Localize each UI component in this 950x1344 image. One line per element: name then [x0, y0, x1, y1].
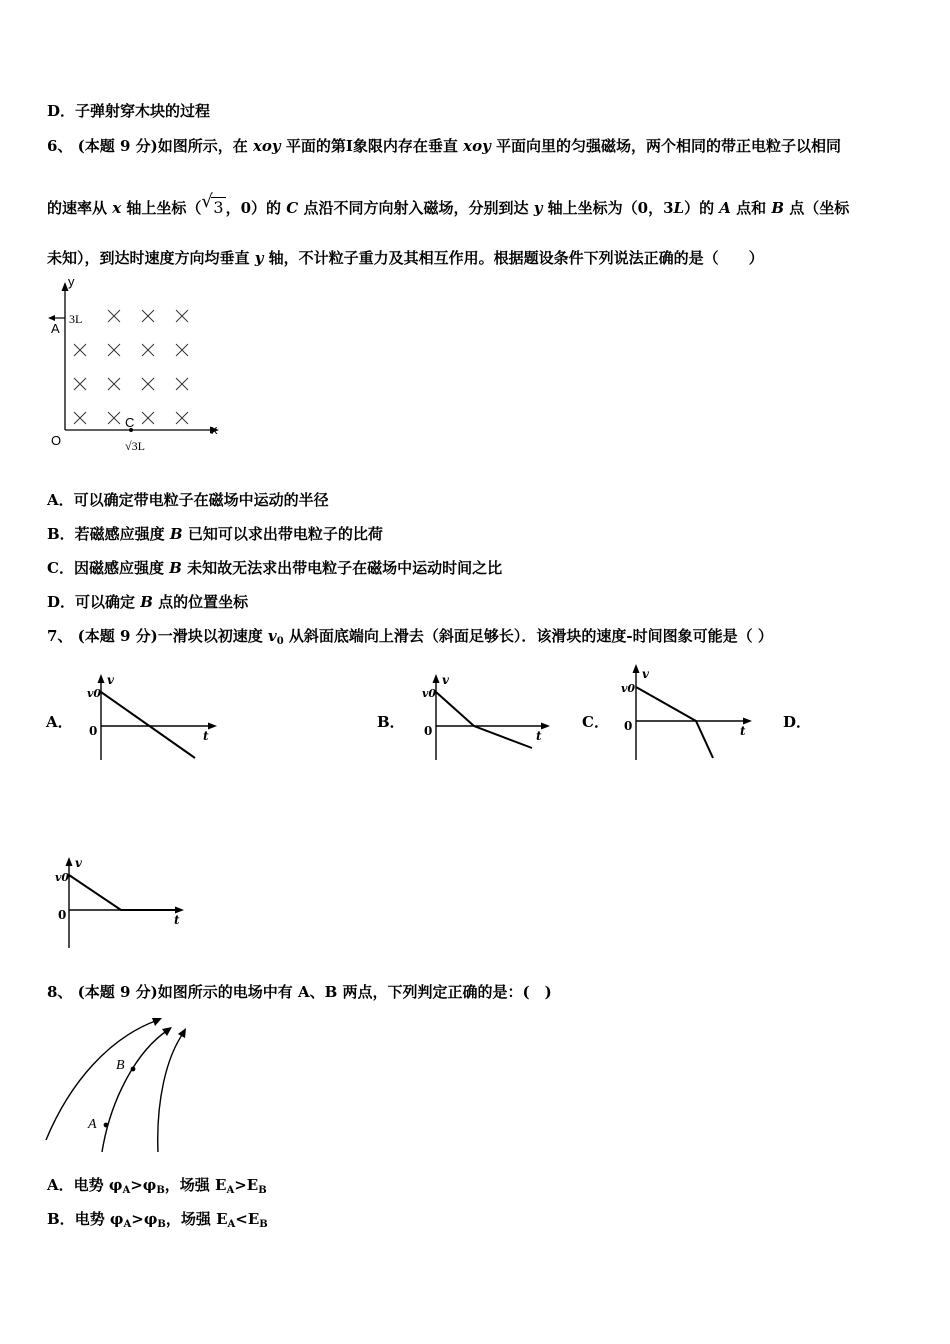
q8-score: (本题 9 分)	[77, 983, 158, 1001]
sqrt3-radicand: 3	[213, 198, 224, 217]
q6-var-b: B	[771, 199, 785, 217]
v0-label: v0	[422, 687, 437, 700]
q6-var-xoy: xoy	[252, 137, 281, 155]
option-text: <E	[235, 1210, 260, 1228]
v-axis-label: v	[75, 856, 82, 870]
option-text: 电势 φ	[74, 1210, 124, 1228]
q6-text: ，0）的	[225, 199, 287, 217]
q8-option-b	[47, 1209, 268, 1235]
q6-text: 的速率从	[47, 199, 113, 217]
zero-label: 0	[58, 908, 67, 922]
q6-var-y: y	[533, 199, 543, 217]
v0-label: v0	[55, 871, 70, 884]
v-axis-label: v	[107, 673, 114, 687]
sqrt3l-label: √3L	[125, 439, 145, 453]
q7-option-b-label: B．	[377, 713, 405, 731]
subscript: B	[259, 1219, 268, 1230]
option-label: A．	[47, 1176, 74, 1194]
q6-magnetic-field-figure	[45, 274, 225, 455]
q7-option-c-label: C．	[582, 713, 609, 731]
q6-number: 6、	[47, 137, 73, 155]
q6-stem-line2	[47, 191, 850, 218]
q7-option-d-label: D．	[783, 713, 812, 731]
y-axis-label: y	[68, 274, 75, 289]
subscript: A	[122, 1185, 131, 1196]
q7-number: 7、	[47, 627, 73, 645]
q6-text: 未知），到达时速度方向均垂直	[47, 249, 255, 267]
q6-text: 轴，不计粒子重力及其相互作用。根据题设条件下列说法正确的是（ ）	[263, 249, 764, 267]
v-axis-label: v	[642, 667, 649, 681]
point-c-label: C	[125, 415, 135, 430]
q7-graph-c	[620, 660, 760, 765]
q7-score: (本题 9 分)	[77, 627, 158, 645]
var-b: B	[169, 559, 182, 577]
zero-label: 0	[424, 724, 433, 738]
q8-text: 如图所示的电场中有 A、B 两点，下列判定正确的是：( )	[157, 983, 552, 1001]
subscript: A	[226, 1185, 235, 1196]
point-a-label: A	[88, 1117, 97, 1132]
q6-option-a: A．可以确定带电粒子在磁场中运动的半径	[47, 491, 329, 509]
x-axis-label: x	[211, 422, 218, 437]
point-a-label: A	[51, 321, 60, 336]
q6-option-c	[47, 558, 502, 578]
q7-graph-d	[52, 853, 192, 953]
q7-graph-a	[85, 670, 225, 765]
var-b: B	[169, 525, 183, 543]
q7-text: 一滑块以初速度	[157, 627, 268, 645]
option-text: >φ	[131, 1210, 158, 1228]
q7-v0-subscript: 0	[276, 636, 284, 647]
option-label: B．	[47, 1210, 75, 1228]
option-text: B．若磁感应强度	[47, 525, 170, 543]
v-axis-label: v	[442, 673, 449, 687]
q7-graph-b	[420, 670, 560, 765]
q6-var-xoy: xoy	[463, 137, 491, 155]
option-text: 未知故无法求出带电粒子在磁场中运动时间之比	[181, 559, 503, 577]
v0-label: v0	[621, 682, 636, 695]
q6-text: 点沿不同方向射入磁场，分别到达	[298, 199, 534, 217]
t-axis-label: t	[536, 729, 542, 743]
subscript: B	[157, 1219, 166, 1230]
option-text: 已知可以求出带电粒子的比荷	[182, 525, 383, 543]
option-text: D．可以确定	[47, 593, 141, 611]
q6-text: 点（坐标	[784, 199, 850, 217]
option-text: 电势 φ	[73, 1176, 123, 1194]
subscript: B	[258, 1185, 267, 1196]
option-text: C．因磁感应强度	[47, 559, 170, 577]
v0-label: v0	[87, 687, 102, 700]
q6-text: 如图所示，在	[157, 137, 253, 155]
q5-option-d: D．子弹射穿木块的过程	[47, 102, 211, 120]
q6-stem-line1	[47, 136, 841, 156]
q6-var-x: x	[112, 199, 122, 217]
option-text: ，场强 E	[165, 1210, 228, 1228]
q7-stem	[47, 626, 773, 652]
q8-option-a	[47, 1175, 267, 1201]
q6-option-b	[47, 524, 383, 544]
q6-var-y: y	[254, 249, 264, 267]
q6-text: 轴上坐标（	[121, 199, 202, 217]
q6-text: 点和	[730, 199, 772, 217]
q6-text: 轴上坐标为（0，3	[542, 199, 674, 217]
subscript: A	[123, 1219, 132, 1230]
q6-var-a: A	[719, 199, 731, 217]
q7-text: 从斜面底端向上滑去（斜面足够长）．该滑块的速度-时间图象可能是（ ）	[283, 627, 773, 645]
q6-var-l: L	[673, 199, 685, 217]
q6-var-c: C	[286, 199, 299, 217]
subscript: B	[156, 1185, 165, 1196]
origin-label: O	[51, 433, 62, 448]
subscript: A	[227, 1219, 236, 1230]
q8-number: 8、	[47, 983, 73, 1001]
q7-option-a-label: A．	[46, 713, 73, 731]
option-text: ，场强 E	[164, 1176, 227, 1194]
zero-label: 0	[89, 724, 98, 738]
q6-text: ）的	[684, 199, 720, 217]
option-text: >φ	[130, 1176, 157, 1194]
t-axis-label: t	[174, 913, 180, 927]
q8-stem	[47, 982, 552, 1002]
var-b: B	[140, 593, 153, 611]
option-text: 点的位置坐标	[152, 593, 249, 611]
q8-electric-field-figure	[40, 1012, 200, 1157]
q6-text: 平面的第Ⅰ象限内存在垂直	[280, 137, 464, 155]
q6-stem-line3	[47, 248, 764, 268]
three-l-label: 3L	[69, 312, 83, 326]
q6-score: (本题 9 分)	[77, 137, 158, 155]
t-axis-label: t	[740, 724, 746, 738]
q6-option-d	[47, 592, 248, 612]
q6-text: 平面向里的匀强磁场，两个相同的带正电粒子以相同	[490, 137, 842, 155]
q7-var-v0: v	[267, 627, 277, 645]
sqrt3-expression: √ 3	[201, 191, 224, 217]
t-axis-label: t	[203, 729, 209, 743]
field-crosses	[74, 310, 188, 424]
point-b-label: B	[116, 1058, 125, 1073]
option-text: >E	[234, 1176, 259, 1194]
zero-label: 0	[624, 719, 633, 733]
